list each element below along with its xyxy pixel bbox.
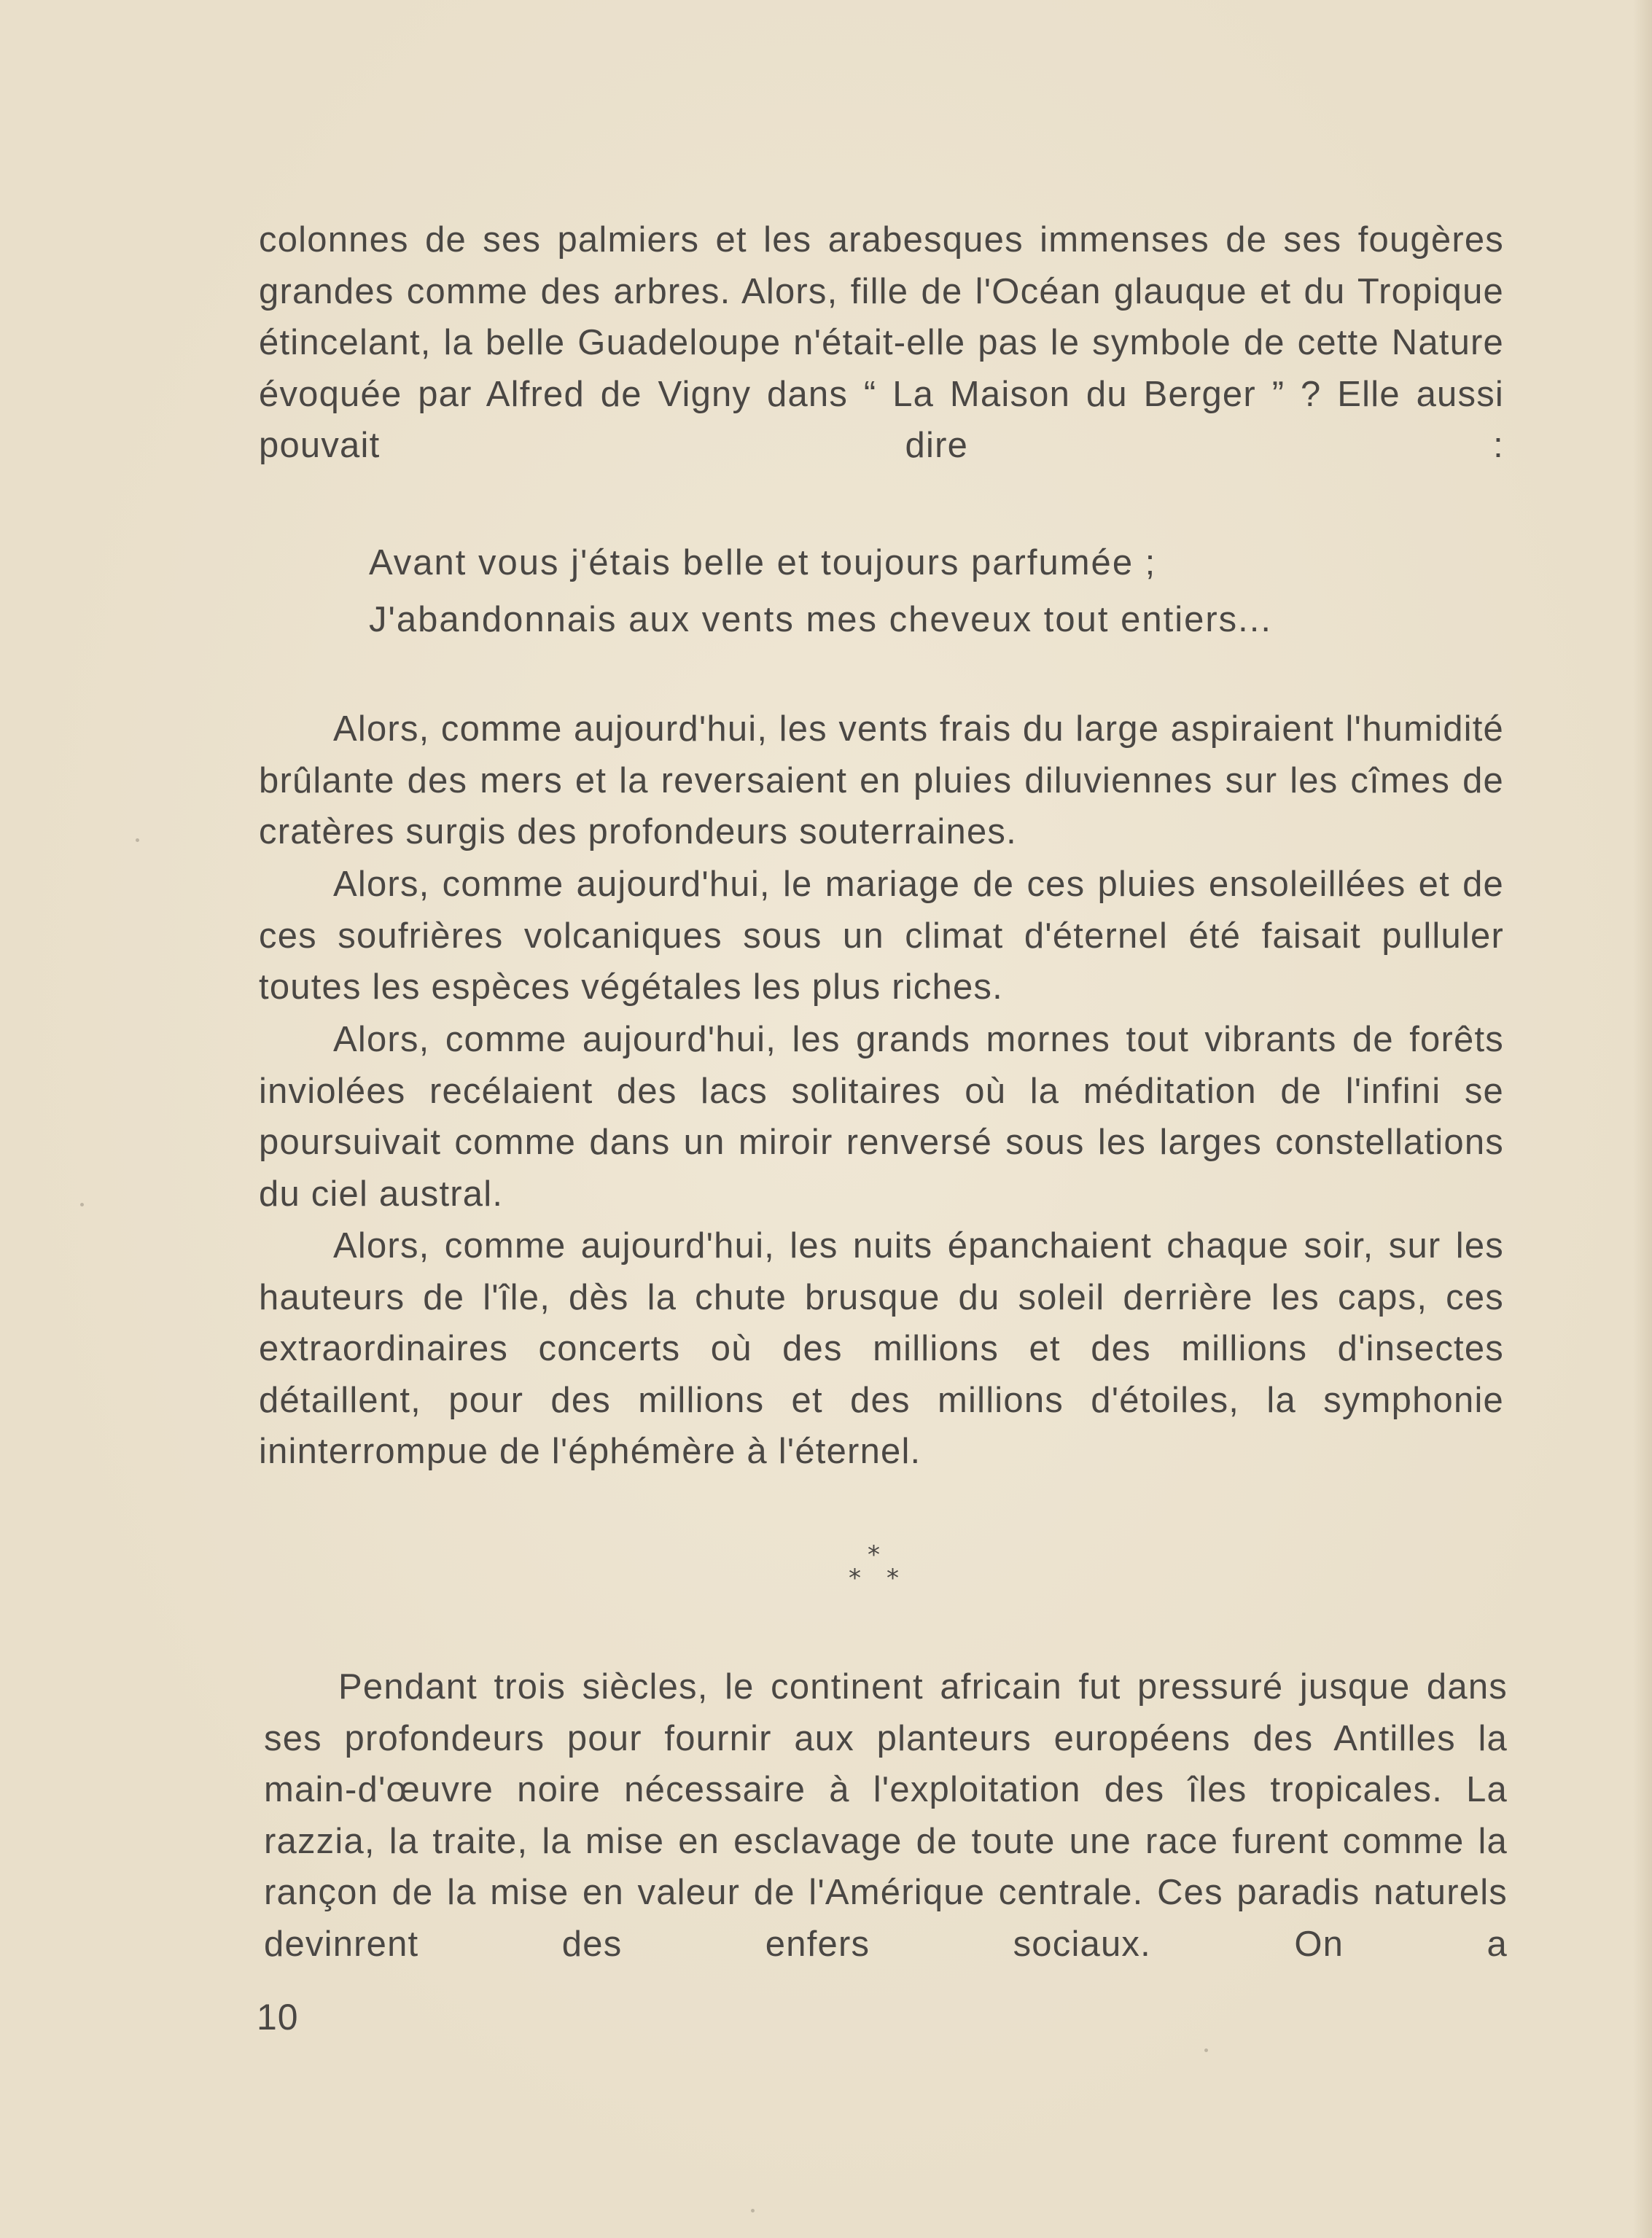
verse-line-2: J'abandonnais aux vents mes cheveux tout entiers... (369, 600, 1273, 639)
asterism-star-top: * (868, 1540, 880, 1570)
paper-speck (136, 838, 139, 842)
paper-speck (1204, 2048, 1208, 2052)
asterism-star-left: * (849, 1564, 861, 1593)
paragraph-rains: Alors, comme aujourd'hui, le mariage de ces pluies ensoleillées et de ces soufrières volcaniques sous un climat d'éternel été faisait pulluler toutes les espèces végétales les plus riches. (259, 865, 1504, 1007)
verse-quotation (369, 534, 1462, 648)
section-break-asterism (844, 1540, 914, 1608)
paragraph-nights: Alors, comme aujourd'hui, les nuits épanchaient chaque soir, sur les hauteurs de l'île, dès la chute brusque du soleil derrière les caps, ces extraordinaires concerts où des millions et des millions d'insectes détaillent, pour des millions et des millions d'étoiles, la symphonie ininterrompue de l'éphémère à l'éternel. (259, 1226, 1504, 1471)
paragraph-winds: Alors, comme aujourd'hui, les vents frais du large aspiraient l'humidité brûlante des mers et la reversaient en pluies diluviennes sur les cîmes de cratères surgis des profondeurs souterraines. (259, 709, 1504, 851)
paragraph-slavery: Pendant trois siècles, le continent africain fut pressuré jusque dans ses profondeurs pour fournir aux planteurs européens des Antilles la main-d'œuvre noire nécessaire à l'exploitation des îles tropicales. La razzia, la traite, la mise en esclavage de toute une race furent comme la rançon de la mise en valeur de l'Amérique centrale. Ces paradis naturels devinrent des enfers sociaux. On a (264, 1667, 1508, 1964)
paragraph-intro: colonnes de ses palmiers et les arabesques immenses de ses fougères grandes comme des arbres. Alors, fille de l'Océan glauque et du Tropique étincelant, la belle Guadeloupe n'était-elle pas le symbole de cette Nature évoquée par Alfred de Vigny dans “ La Maison du Berger ” ? Elle aussi pouvait dire : (259, 220, 1504, 465)
paper-speck (80, 1203, 84, 1206)
verse-line-1: Avant vous j'étais belle et toujours parfumée ; (369, 543, 1157, 582)
page-number: 10 (257, 1997, 299, 2038)
paper-speck (751, 2209, 755, 2212)
page-edge-shadow (1633, 0, 1652, 2238)
paragraph-mornes: Alors, comme aujourd'hui, les grands mornes tout vibrants de forêts inviolées recélaient des lacs solitaires où la méditation de l'infini se poursuivait comme dans un miroir renversé sous les larges constellations du ciel austral. (259, 1020, 1504, 1214)
asterism-star-right: * (887, 1564, 899, 1593)
